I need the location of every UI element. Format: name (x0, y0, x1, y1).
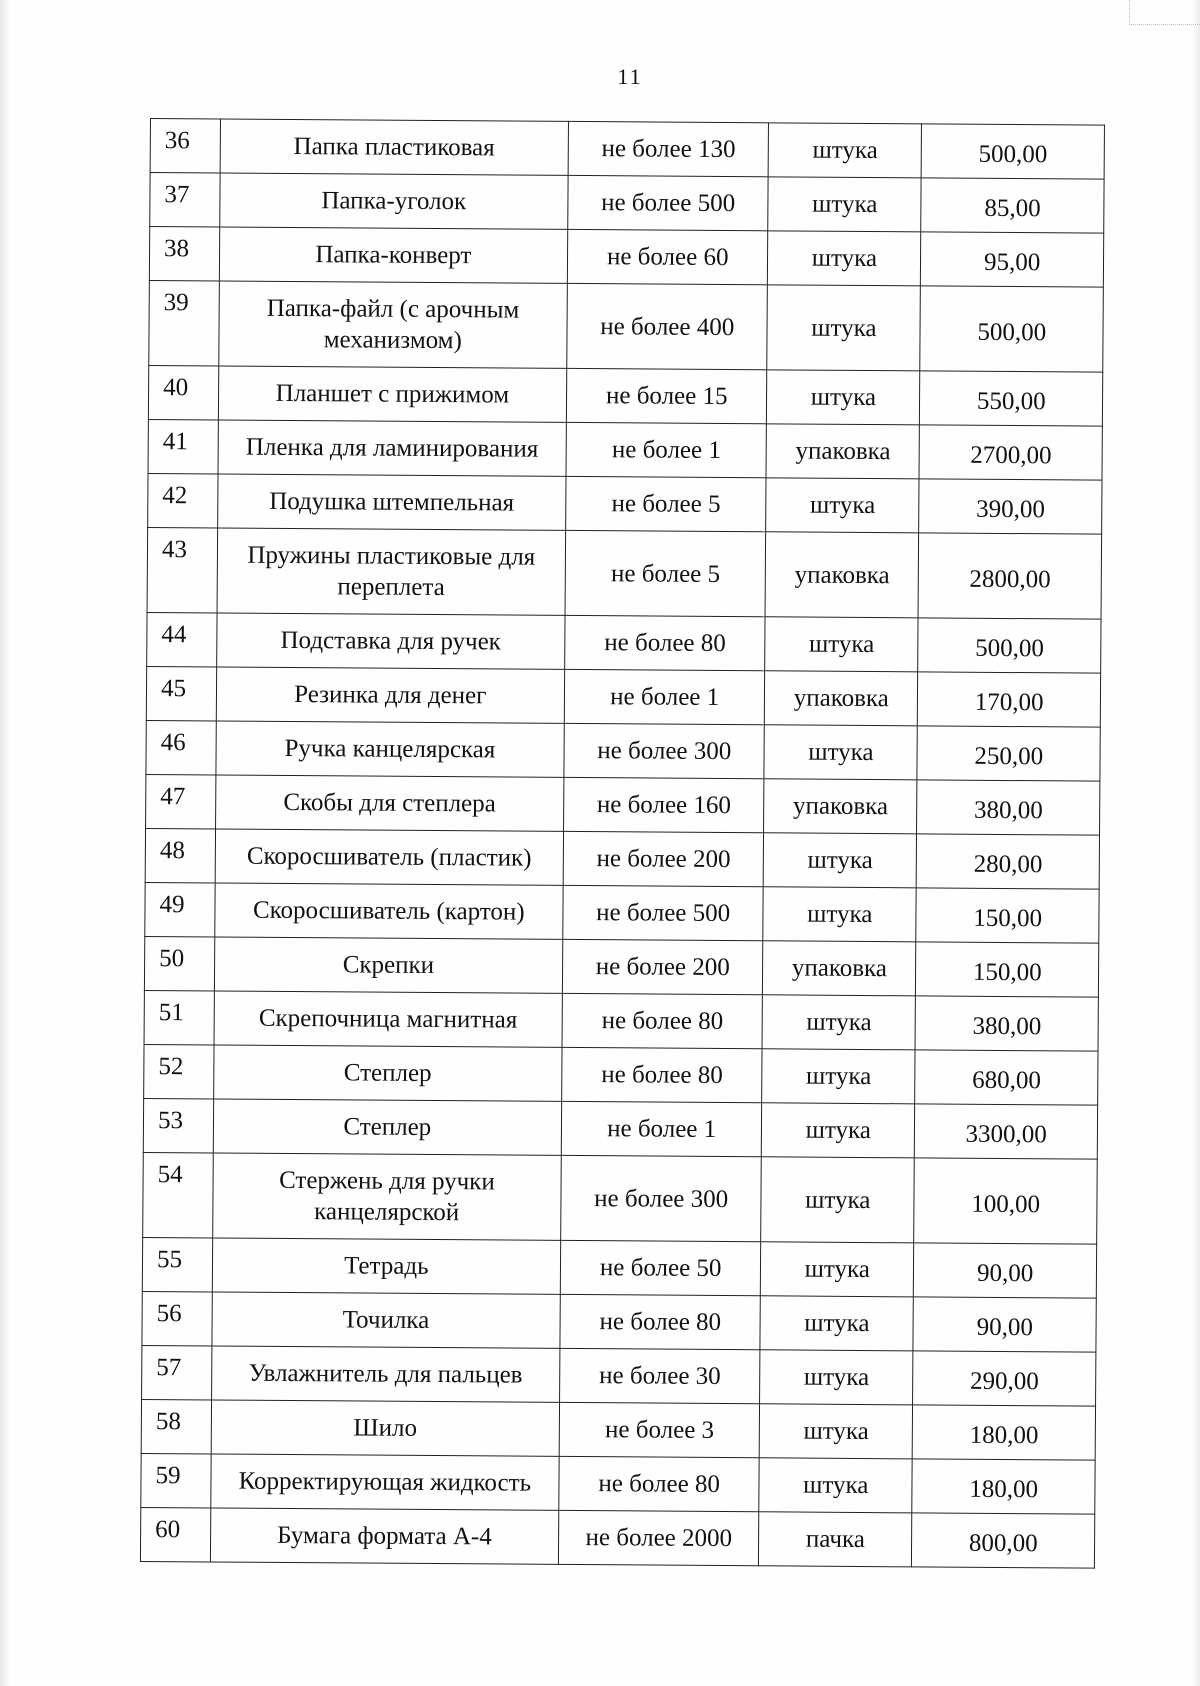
item-quantity: не более 500 (563, 885, 763, 940)
scan-edge-left (0, 0, 10, 1686)
item-price: 2800,00 (918, 533, 1101, 619)
item-unit: штука (763, 833, 917, 888)
item-unit: штука (761, 1242, 915, 1297)
item-unit: штука (763, 887, 917, 942)
item-unit: упаковка (765, 671, 919, 726)
item-price: 150,00 (916, 942, 1099, 997)
table-row (149, 227, 1103, 288)
item-unit: штука (766, 478, 920, 533)
item-name: Подставка для ручек (216, 613, 565, 669)
item-quantity: не более 3 (559, 1402, 759, 1457)
item-price: 390,00 (919, 479, 1102, 534)
row-number: 44 (147, 612, 217, 666)
item-quantity: не более 80 (565, 615, 765, 670)
item-unit: штука (768, 231, 922, 286)
row-number: 59 (141, 1453, 211, 1507)
item-name: Степлер (213, 1099, 562, 1155)
item-price: 500,00 (922, 124, 1105, 179)
item-quantity: не более 130 (568, 121, 768, 176)
item-unit: упаковка (763, 941, 917, 996)
row-number: 46 (146, 720, 216, 774)
row-number: 50 (144, 936, 214, 990)
item-quantity: не более 80 (562, 993, 762, 1048)
item-quantity: не более 400 (567, 283, 768, 369)
row-number: 51 (144, 990, 214, 1044)
table-row (150, 119, 1104, 180)
item-name: Подушка штемпельная (217, 474, 566, 530)
item-name: Папка пластиковая (220, 119, 569, 175)
table-row (147, 527, 1102, 619)
item-quantity: не более 1 (566, 422, 766, 477)
item-price: 100,00 (914, 1158, 1097, 1244)
table-row (148, 365, 1102, 426)
item-quantity: не более 80 (562, 1047, 762, 1102)
item-price: 500,00 (918, 618, 1101, 673)
item-price: 180,00 (912, 1459, 1095, 1514)
row-number: 57 (142, 1345, 212, 1399)
scan-edge-right (1192, 0, 1200, 1686)
item-unit: штука (760, 1296, 914, 1351)
table-row (141, 1453, 1095, 1514)
items-table (140, 118, 1105, 1569)
items-table-body (140, 119, 1104, 1569)
row-number: 49 (145, 882, 215, 936)
item-name: Точилка (211, 1292, 560, 1348)
item-price: 290,00 (913, 1351, 1096, 1406)
item-name: Шило (211, 1400, 560, 1456)
item-quantity: не более 15 (567, 368, 767, 423)
item-quantity: не более 1 (561, 1101, 761, 1156)
item-unit: штука (761, 1157, 915, 1243)
item-name: Корректирующая жидкость (210, 1454, 559, 1510)
item-name: Увлажнитель для пальцев (211, 1346, 560, 1402)
item-name: Пружины пластиковые для переплета (217, 528, 566, 615)
table-row (149, 280, 1104, 372)
item-unit: штука (767, 285, 921, 371)
table-row (150, 173, 1104, 234)
item-unit: упаковка (765, 532, 919, 618)
item-name: Тетрадь (212, 1238, 561, 1294)
item-quantity: не более 80 (560, 1294, 760, 1349)
page-number: 11 (617, 64, 643, 89)
scan-corner-mark (1129, 0, 1200, 25)
table-row (140, 1507, 1094, 1568)
item-quantity: не более 200 (563, 831, 763, 886)
item-unit: штука (768, 123, 922, 178)
row-number: 52 (144, 1044, 214, 1098)
table-row (145, 882, 1099, 943)
item-name: Скобы для степлера (215, 775, 564, 831)
row-number: 55 (142, 1237, 212, 1291)
item-price: 2700,00 (919, 425, 1102, 480)
item-unit: штука (762, 1103, 916, 1158)
row-number: 41 (148, 419, 218, 473)
item-quantity: не более 5 (565, 530, 766, 616)
item-name: Папка-уголок (219, 173, 568, 229)
item-name: Стержень для ручки канцелярской (212, 1153, 561, 1240)
item-quantity: не более 50 (560, 1240, 760, 1295)
table-row (144, 1044, 1098, 1105)
row-number: 36 (150, 119, 220, 173)
item-quantity: не более 1 (564, 669, 764, 724)
item-unit: штука (762, 995, 916, 1050)
row-number: 54 (143, 1152, 213, 1237)
item-quantity: не более 30 (560, 1348, 760, 1403)
item-unit: штука (762, 1049, 916, 1104)
item-name: Скрепки (214, 937, 563, 993)
item-name: Папка-конверт (219, 227, 568, 283)
row-number: 53 (143, 1098, 213, 1152)
table-row (143, 1098, 1097, 1159)
item-unit: штука (768, 177, 922, 232)
item-unit: штука (759, 1458, 913, 1513)
item-quantity: не более 5 (566, 476, 766, 531)
item-quantity: не более 500 (568, 175, 768, 230)
item-name: Ручка канцелярская (215, 721, 564, 777)
item-price: 680,00 (915, 1050, 1098, 1105)
table-row (146, 720, 1100, 781)
table-row (142, 1237, 1096, 1298)
item-price: 800,00 (912, 1513, 1095, 1568)
item-price: 85,00 (921, 178, 1104, 233)
item-price: 170,00 (918, 672, 1101, 727)
row-number: 40 (148, 365, 218, 419)
item-price: 150,00 (916, 888, 1099, 943)
row-number: 45 (146, 666, 216, 720)
item-price: 180,00 (913, 1405, 1096, 1460)
table-row (145, 828, 1099, 889)
item-quantity: не более 2000 (559, 1510, 759, 1565)
item-quantity: не более 60 (568, 229, 768, 284)
row-number: 39 (149, 280, 219, 365)
item-name: Папка-файл (с арочным механизмом) (218, 281, 567, 368)
item-name: Резинка для денег (216, 667, 565, 723)
item-unit: штука (764, 725, 918, 780)
item-price: 550,00 (920, 371, 1103, 426)
table-row (144, 990, 1098, 1051)
item-unit: штука (767, 370, 921, 425)
item-unit: штука (759, 1404, 913, 1459)
table-row (147, 612, 1101, 673)
item-price: 90,00 (914, 1243, 1097, 1298)
item-quantity: не более 80 (559, 1456, 759, 1511)
item-unit: штука (765, 617, 919, 672)
table-row (141, 1399, 1095, 1460)
row-number: 60 (140, 1507, 210, 1561)
item-unit: пачка (759, 1512, 913, 1567)
row-number: 47 (146, 774, 216, 828)
item-price: 3300,00 (915, 1104, 1098, 1159)
table-row (146, 774, 1100, 835)
item-name: Скоросшиватель (пластик) (215, 829, 564, 885)
item-name: Степлер (213, 1045, 562, 1101)
item-name: Пленка для ламинирования (218, 420, 567, 476)
row-number: 37 (150, 173, 220, 227)
item-price: 500,00 (920, 286, 1103, 372)
item-price: 380,00 (915, 996, 1098, 1051)
table-row (144, 936, 1098, 997)
item-quantity: не более 160 (564, 777, 764, 832)
item-name: Бумага формата А-4 (210, 1508, 559, 1564)
item-price: 380,00 (917, 780, 1100, 835)
item-name: Скрепочница магнитная (214, 991, 563, 1047)
table-row (142, 1345, 1096, 1406)
item-price: 90,00 (913, 1297, 1096, 1352)
table-row (148, 419, 1102, 480)
row-number: 42 (148, 473, 218, 527)
row-number: 38 (149, 227, 219, 281)
item-unit: упаковка (766, 424, 920, 479)
item-name: Планшет с прижимом (218, 366, 567, 422)
item-quantity: не более 300 (561, 1155, 762, 1241)
item-quantity: не более 300 (564, 723, 764, 778)
row-number: 43 (147, 527, 217, 612)
item-unit: штука (760, 1350, 914, 1405)
table-row (142, 1291, 1096, 1352)
item-quantity: не более 200 (563, 939, 763, 994)
item-unit: упаковка (764, 779, 918, 834)
row-number: 48 (145, 828, 215, 882)
item-price: 95,00 (921, 232, 1104, 287)
item-name: Скоросшиватель (картон) (214, 883, 563, 939)
item-price: 280,00 (917, 834, 1100, 889)
row-number: 58 (141, 1399, 211, 1453)
table-row (146, 666, 1100, 727)
table-row (148, 473, 1102, 534)
item-price: 250,00 (917, 726, 1100, 781)
table-row (143, 1152, 1098, 1244)
row-number: 56 (142, 1291, 212, 1345)
